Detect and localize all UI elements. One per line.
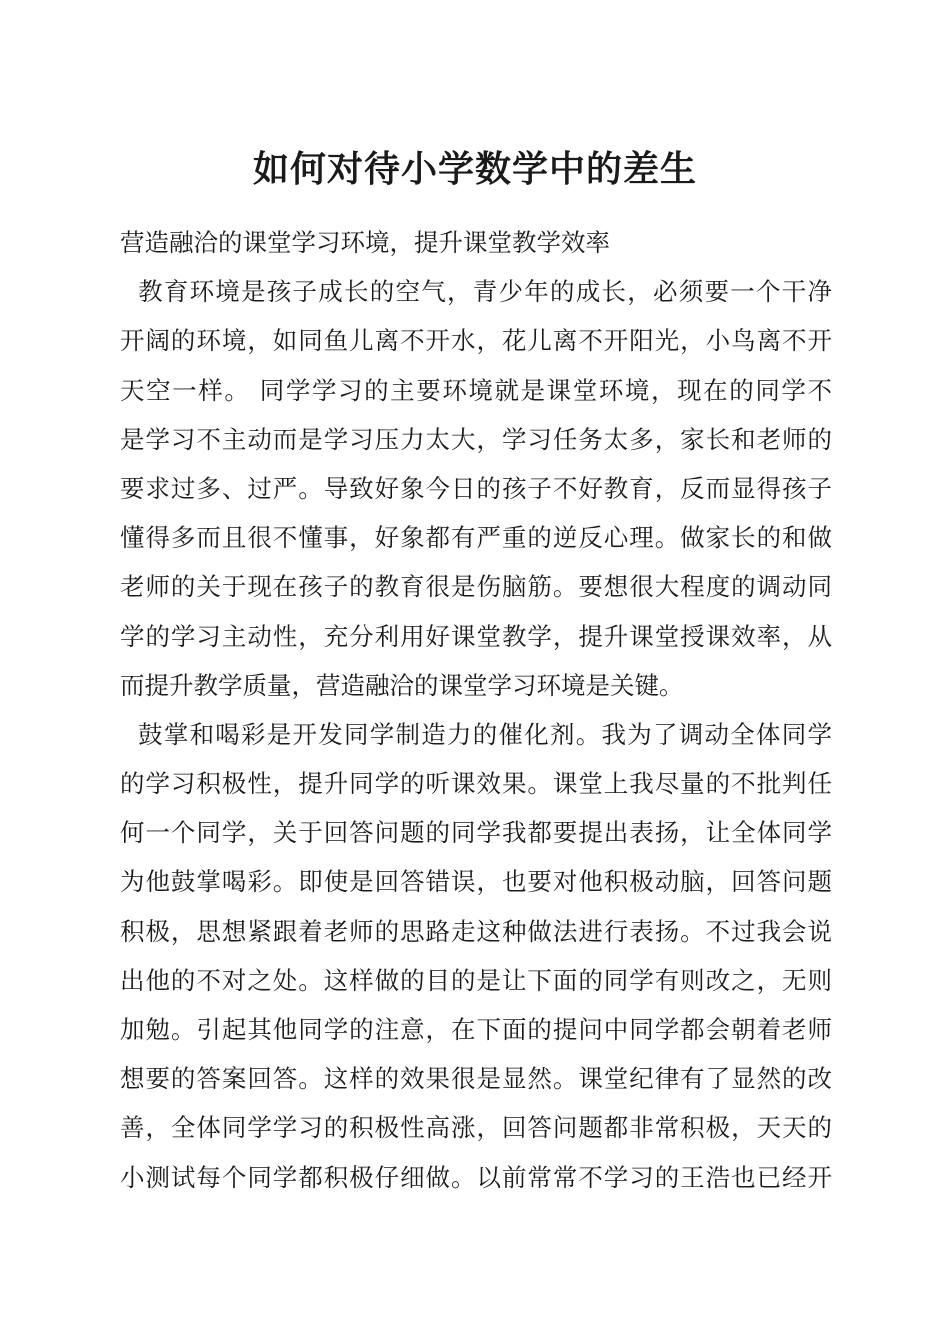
text-line: 为他鼓掌喝彩。即使是回答错误，也要对他积极动脑，回答问题	[120, 867, 832, 897]
text-line: 小测试每个同学都积极仔细做。以前常常不学习的王浩也已经开	[120, 1162, 832, 1192]
text-line: 鼓掌和喝彩是开发同学制造力的催化剂。我为了调动全体同学	[120, 719, 832, 749]
text-line: 出他的不对之处。这样做的目的是让下面的同学有则改之，无则	[120, 965, 832, 995]
text-line: 学的学习主动性，充分利用好课堂教学，提升课堂授课效率，从	[120, 621, 832, 651]
text-line: 要求过多、过严。导致好象今日的孩子不好教育，反而显得孩子	[120, 473, 832, 503]
text-line: 何一个同学，关于回答问题的同学我都要提出表扬，让全体同学	[120, 818, 832, 848]
text-line: 积极，思想紧跟着老师的思路走这种做法进行表扬。不过我会说	[120, 916, 832, 946]
text-line: 天空一样。 同学学习的主要环境就是课堂环境，现在的同学不	[120, 375, 832, 405]
text-line: 懂得多而且很不懂事，好象都有严重的逆反心理。做家长的和做	[120, 523, 832, 553]
text-line: 善，全体同学学习的积极性高涨，回答问题都非常积极，天天的	[120, 1113, 832, 1143]
text-line: 开阔的环境，如同鱼儿离不开水，花儿离不开阳光，小鸟离不开	[120, 326, 832, 356]
document-body	[120, 218, 832, 1202]
section-heading: 营造融洽的课堂学习环境，提升课堂教学效率	[120, 228, 610, 257]
text-line: 教育环境是孩子成长的空气，青少年的成长，必须要一个干净	[120, 277, 832, 307]
text-line: 老师的关于现在孩子的教育很是伤脑筋。要想很大程度的调动同	[120, 572, 832, 602]
text-line: 是学习不主动而是学习压力太大，学习任务太多，家长和老师的	[120, 424, 832, 454]
document-title: 如何对待小学数学中的差生	[252, 148, 697, 190]
text-line: 加勉。引起其他同学的注意，在下面的提问中同学都会朝着老师	[120, 1015, 832, 1044]
text-line: 而提升教学质量，营造融洽的课堂学习环境是关键。	[120, 670, 684, 700]
text-line: 的学习积极性，提升同学的听课效果。课堂上我尽量的不批判任	[120, 769, 832, 799]
text-line: 想要的答案回答。这样的效果很是显然。课堂纪律有了显然的改	[120, 1064, 832, 1094]
